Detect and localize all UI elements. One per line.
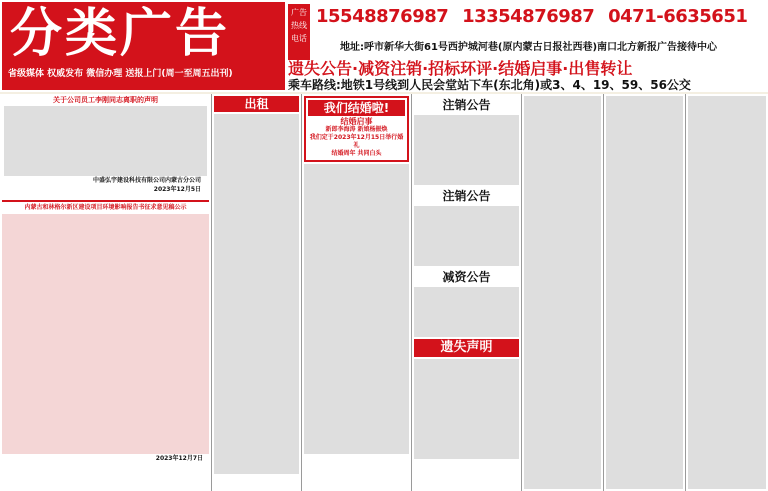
notice-body <box>4 106 207 176</box>
services: 遗失公告·减资注销·招标环评·结婚启事·出售转让 <box>288 59 633 78</box>
page-title: 分类广告 <box>10 3 231 64</box>
masthead <box>0 0 768 92</box>
wedding-box <box>304 96 409 162</box>
column-7-body <box>688 96 766 489</box>
notice-date: 2023年12月5日 <box>153 186 201 193</box>
rent-body <box>214 114 299 474</box>
column-6 <box>604 94 686 491</box>
column-5-body <box>524 96 601 489</box>
rent-header: 出租 <box>214 96 299 112</box>
reduce-title: 减资公告 <box>442 270 491 284</box>
route: 乘车路线:地铁1号线到人民会堂站下车(东北角)或3、4、19、59、56公交 <box>288 78 691 92</box>
column-7 <box>686 94 768 491</box>
env-notice-body <box>2 214 209 454</box>
column-2 <box>212 94 302 491</box>
hotline-label: 广告热线电话 <box>288 4 310 60</box>
env-notice-date: 2023年12月7日 <box>155 455 203 462</box>
column-1 <box>0 94 212 491</box>
column-3 <box>302 94 412 491</box>
cancel-body-1 <box>414 115 519 185</box>
notice-signer: 中盛弘宇建设科技有限公司内蒙古分公司 <box>92 177 201 184</box>
wedding-title: 我们结婚啦! <box>308 100 405 116</box>
address: 地址:呼市新华大街61号西护城河巷(原内蒙古日报社西巷)南口北方新报广告接待中心 <box>340 42 718 53</box>
cancel-title-1: 注销公告 <box>442 98 491 112</box>
brand-block <box>2 2 285 90</box>
phone-numbers <box>316 6 755 27</box>
column-4 <box>412 94 522 491</box>
wedding-line4: 结婚周年 共同白头 <box>331 150 382 157</box>
column-3-body <box>304 164 409 454</box>
wedding-line2: 新郎李海涛 新娘杨振焕 <box>325 126 388 133</box>
notice-title: 关于公司员工李刚同志离职的声明 <box>53 96 158 104</box>
wedding-line3: 我们定于2023年12月15日举行婚礼 <box>309 134 404 149</box>
classifieds-grid <box>0 94 768 491</box>
wedding-line1: 结婚启事 <box>340 117 373 126</box>
lost-body <box>414 359 519 459</box>
cancel-body-2 <box>414 206 519 266</box>
phone-1: 15548876987 <box>316 6 449 27</box>
column-5 <box>522 94 604 491</box>
phone-2: 13354876987 <box>462 6 595 27</box>
phone-3: 0471-6635651 <box>608 6 748 27</box>
lost-header: 遗失声明 <box>414 339 519 357</box>
brand-slogan: 省级媒体 权威发布 微信办理 送报上门(周一至周五出刊) <box>8 69 233 79</box>
column-6-body <box>606 96 683 489</box>
cancel-title-2: 注销公告 <box>442 189 491 203</box>
reduce-body <box>414 287 519 337</box>
env-notice-title: 内蒙古和林格尔新区建设项目环境影响报告书征求意见稿公示 <box>24 204 187 211</box>
